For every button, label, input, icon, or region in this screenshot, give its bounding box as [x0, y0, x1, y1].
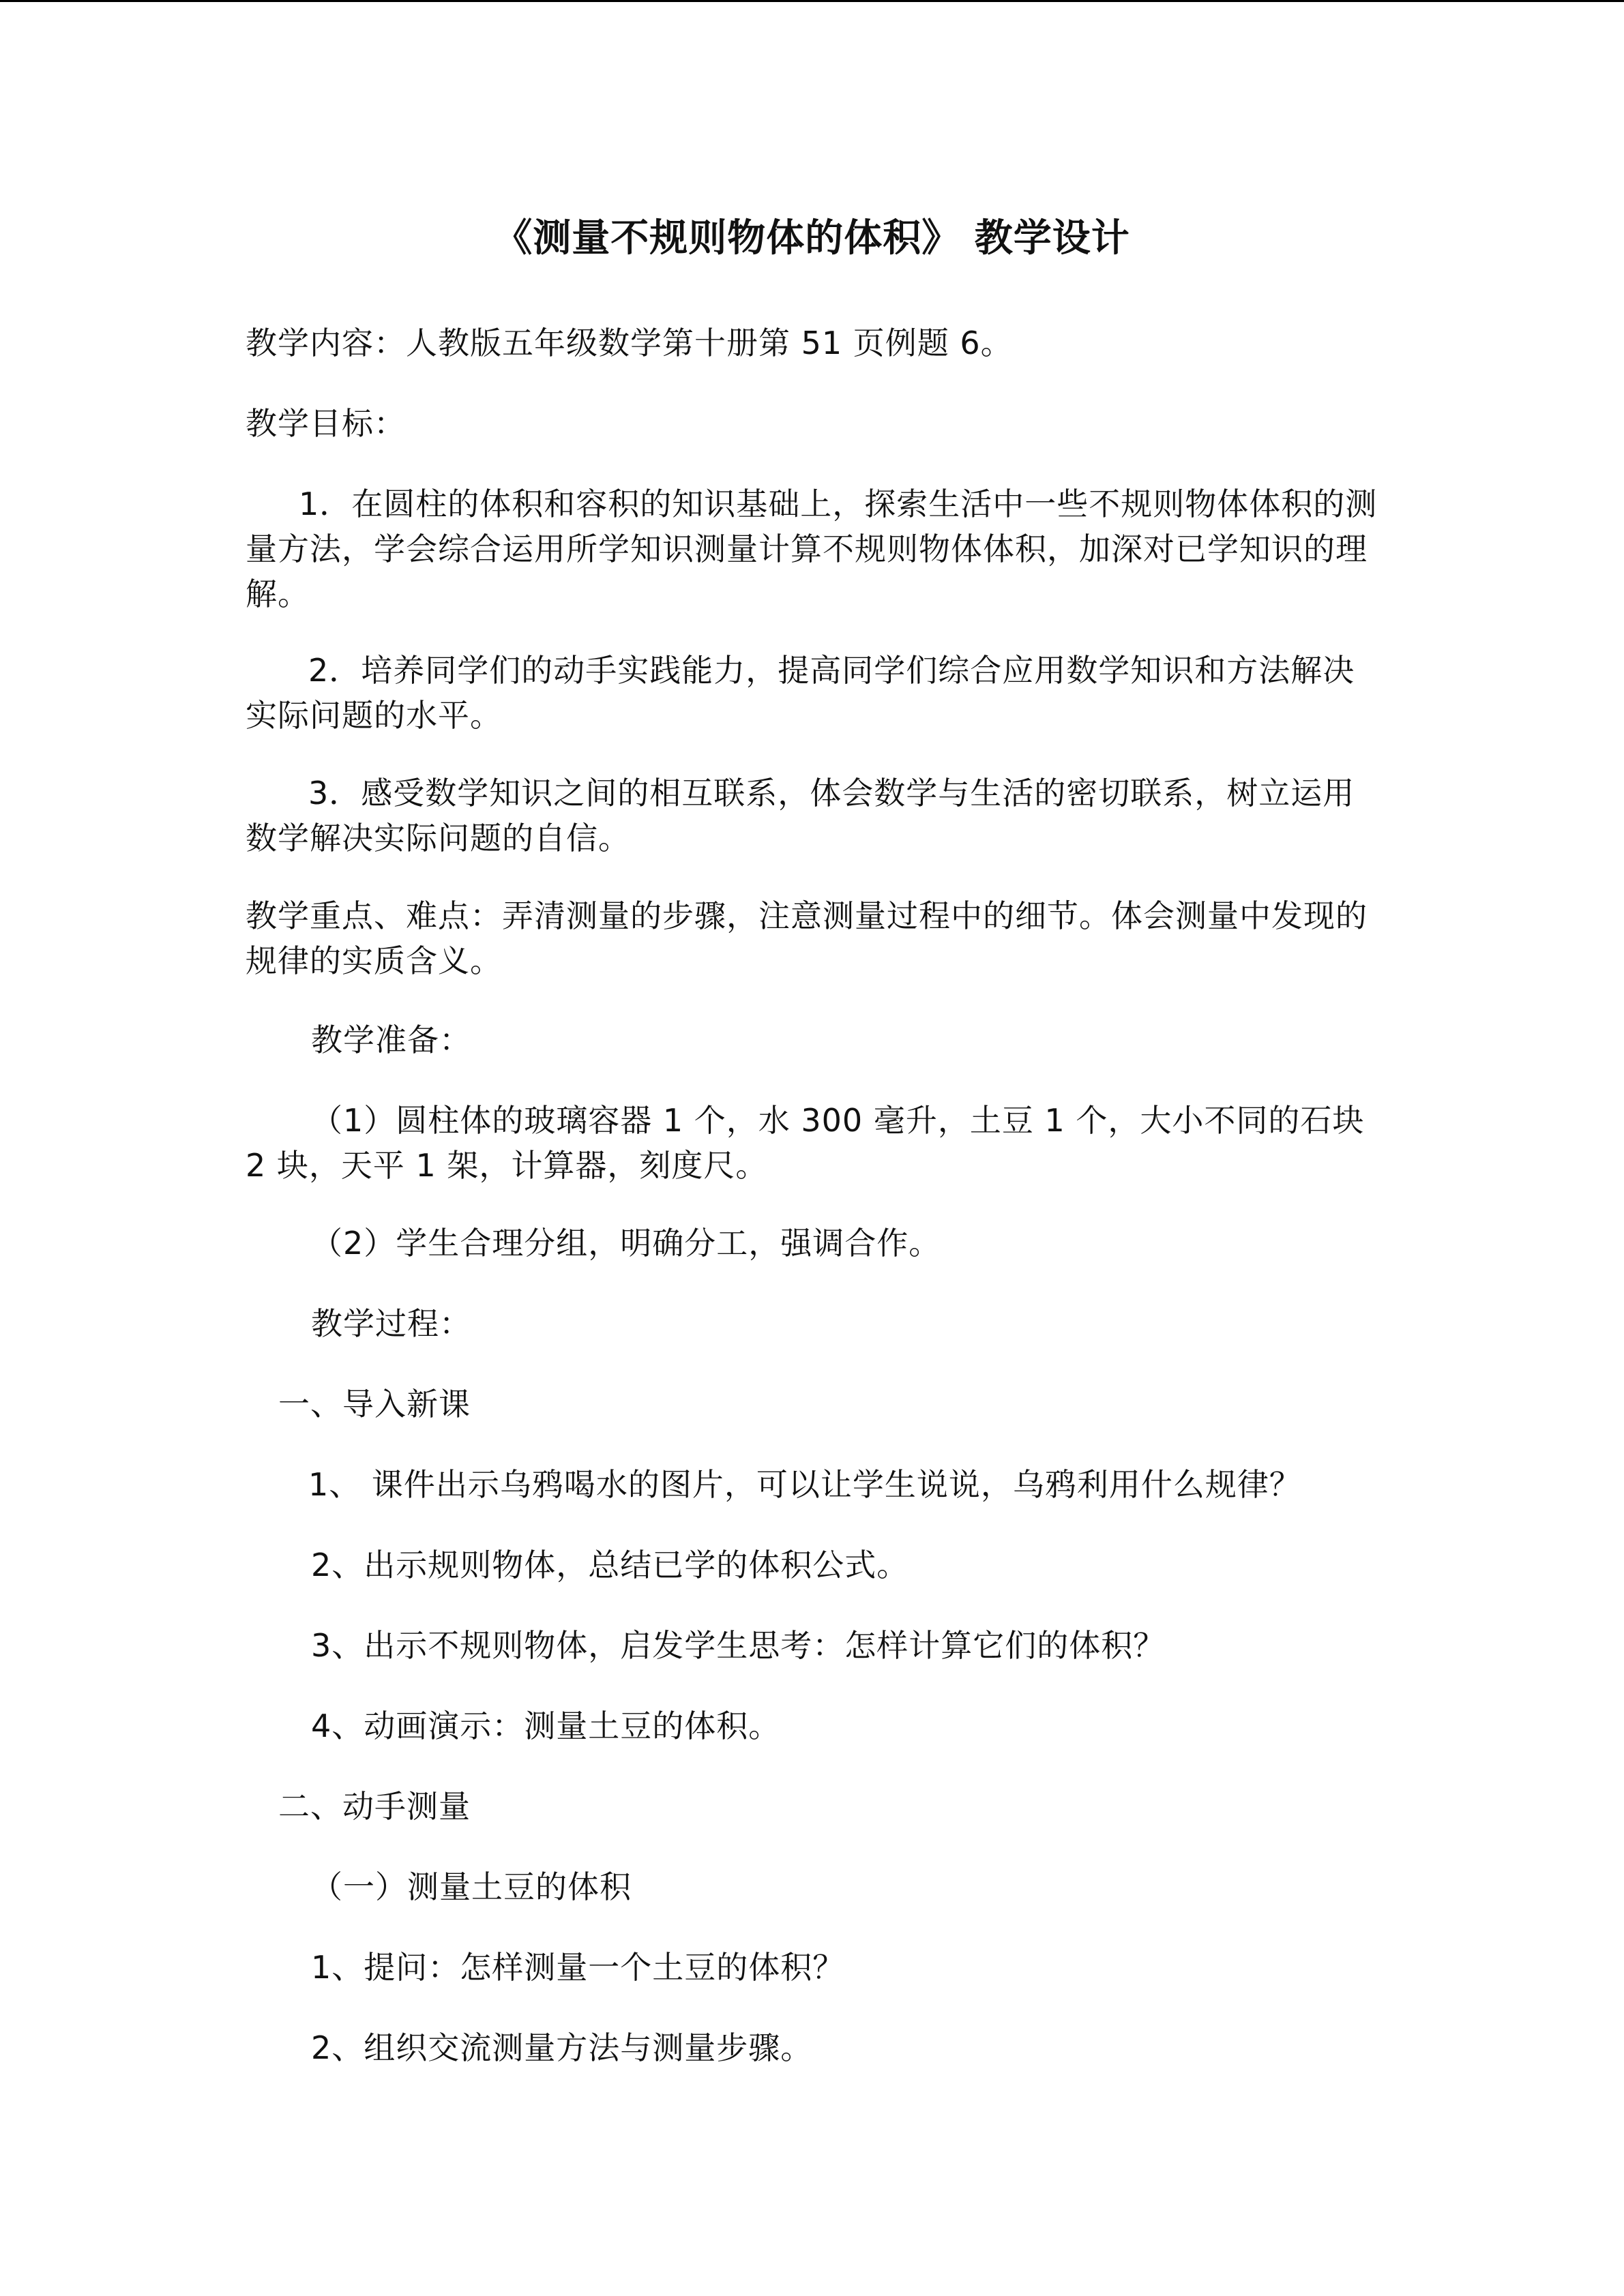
goal-item-2: 2．培养同学们的动手实践能力，提高同学们综合应用数学知识和方法解决实际问题的水平。 [246, 652, 1355, 734]
section-1-item: 1、 课件出示乌鸦喝水的图片，可以让学生说说，乌鸦利用什么规律？ [308, 1466, 1301, 1503]
teaching-content: 教学内容：人教版五年级数学第十册第 51 页例题 6。 [246, 325, 1013, 361]
section-2-heading: 二、动手测量 [278, 1788, 471, 1825]
section-1-item: 3、出示不规则物体，启发学生思考：怎样计算它们的体积？ [311, 1627, 1166, 1664]
subsection-1-item: 1、提问：怎样测量一个土豆的体积？ [311, 1949, 845, 1986]
process-heading: 教学过程： [311, 1305, 471, 1342]
page-top-border [0, 0, 1624, 2]
document-title: 《测量不规则物体的体积》 教学设计 [494, 216, 1130, 260]
subsection-1-heading: （一）测量土豆的体积 [311, 1868, 632, 1905]
goal-item-1: 1．在圆柱的体积和容积的知识基础上，探索生活中一些不规则物体体积的测量方法，学会综合运用所学知识测量计算不规则物体体积，加深对已学知识的理解。 [246, 486, 1378, 612]
preparation-item-2: （2）学生合理分组，明确分工，强调合作。 [311, 1225, 941, 1262]
key-points: 教学重点、难点：弄清测量的步骤，注意测量过程中的细节。体会测量中发现的规律的实质含义。 [246, 897, 1368, 979]
section-1-item: 2、出示规则物体，总结已学的体积公式。 [311, 1547, 909, 1583]
teaching-goals-heading: 教学目标： [246, 405, 406, 442]
section-1-item: 4、动画演示：测量土豆的体积。 [311, 1708, 781, 1744]
preparation-heading: 教学准备： [311, 1022, 471, 1058]
preparation-item-1: （1）圆柱体的玻璃容器 1 个，水 300 毫升，土豆 1 个，大小不同的石块 2 块，天平 1 架，计算器，刻度尺。 [246, 1102, 1365, 1184]
section-1-heading: 一、导入新课 [278, 1386, 471, 1422]
goal-item-3: 3．感受数学知识之间的相互联系，体会数学与生活的密切联系，树立运用数学解决实际问题的自信。 [246, 775, 1355, 856]
subsection-1-item: 2、组织交流测量方法与测量步骤。 [311, 2029, 813, 2066]
